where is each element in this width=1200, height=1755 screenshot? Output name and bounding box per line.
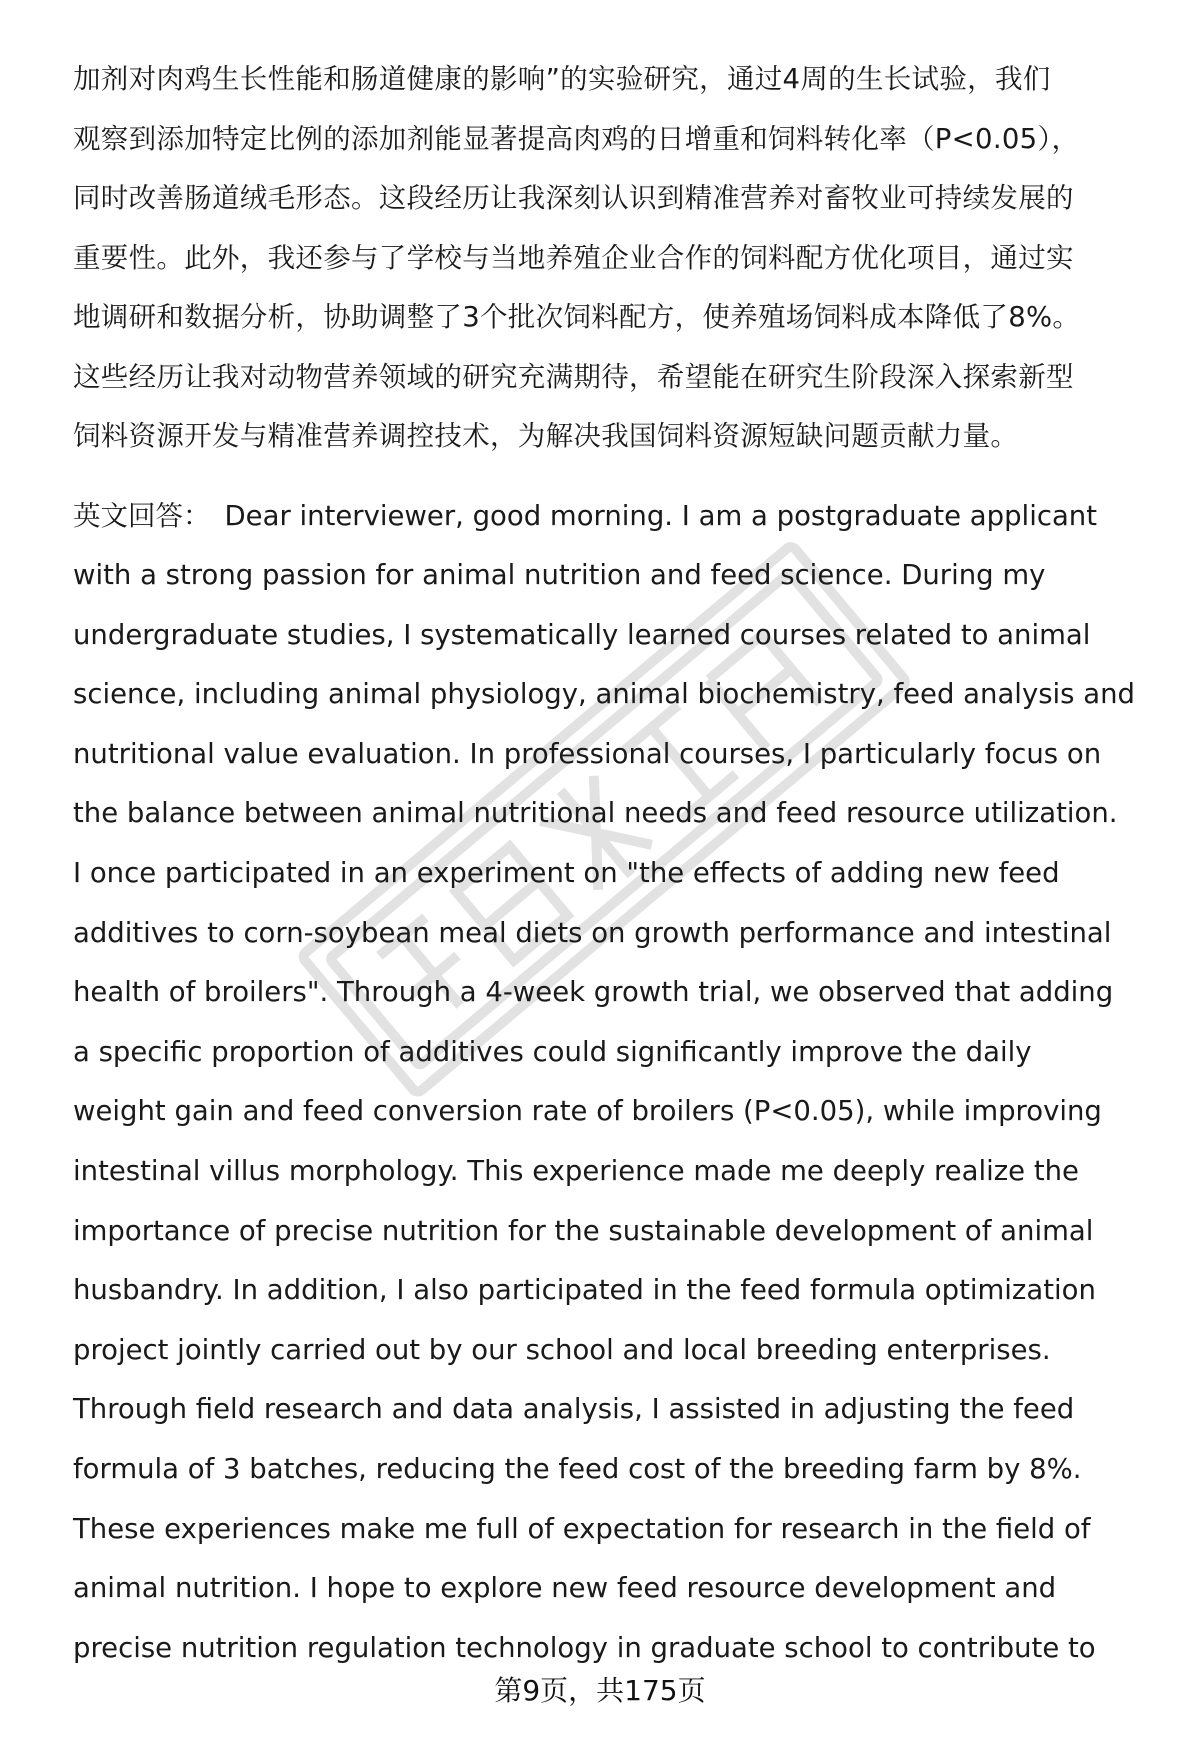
text-line: animal nutrition. I hope to explore new feed resource development and	[73, 1572, 1057, 1605]
text-line: 重要性。此外，我还参与了学校与当地养殖企业合作的饲料配方优化项目，通过实	[73, 241, 1074, 274]
text-line: project jointly carried out by our school and local breeding enterprises.	[73, 1333, 1051, 1366]
text-line: 地调研和数据分析，协助调整了3个批次饲料配方，使养殖场饲料成本降低了8%。	[73, 301, 1081, 333]
text-line: additives to corn-soybean meal diets on growth performance and intestinal	[73, 916, 1112, 949]
document-body	[73, 50, 1153, 1678]
text-line: undergraduate studies, I systematically learned courses related to animal	[73, 618, 1091, 651]
english-answer-paragraph	[73, 487, 1153, 1679]
text-line: with a strong passion for animal nutrition and feed science. During my	[73, 559, 1046, 592]
text-line: 观察到添加特定比例的添加剂能显著提高肉鸡的日增重和饲料转化率（P<0.05），	[73, 122, 1080, 155]
text-line: weight gain and feed conversion rate of broilers (P<0.05), while improving	[73, 1095, 1102, 1128]
text-line: importance of precise nutrition for the sustainable development of animal	[73, 1214, 1094, 1247]
text-line: nutritional value evaluation. In professional courses, I particularly focus on	[73, 737, 1102, 770]
text-line	[73, 487, 1153, 547]
text-line-content: Dear interviewer, good morning. I am a postgraduate applicant	[224, 499, 1098, 532]
text-line: formula of 3 batches, reducing the feed cost of the breeding farm by 8%.	[73, 1453, 1082, 1485]
text-line: the balance between animal nutritional needs and feed resource utilization.	[73, 797, 1118, 830]
text-line: 加剂对肉鸡生长性能和肠道健康的影响”的实验研究，通过4周的生长试验，我们	[73, 63, 1051, 95]
text-line: 同时改善肠道绒毛形态。这段经历让我深刻认识到精准营养对畜牧业可持续发展的	[73, 182, 1074, 214]
text-line: I once participated in an experiment on "the effects of adding new feed	[73, 857, 1060, 890]
english-answer-label: 英文回答：	[73, 499, 211, 532]
text-line: precise nutrition regulation technology in graduate school to contribute to	[73, 1631, 1096, 1664]
text-line: Through field research and data analysis, I assisted in adjusting the feed	[73, 1393, 1075, 1426]
chinese-answer-paragraph	[73, 50, 1153, 467]
text-line: husbandry. In addition, I also participated in the feed formula optimization	[73, 1274, 1096, 1307]
text-line: 这些经历让我对动物营养领域的研究充满期待，希望能在研究生阶段深入探索新型	[73, 360, 1074, 393]
text-line: These experiences make me full of expectation for research in the field of	[73, 1512, 1091, 1545]
text-line: intestinal villus morphology. This experience made me deeply realize the	[73, 1155, 1079, 1188]
page-number-footer: 第9页，共175页	[494, 1674, 706, 1707]
text-line: 饲料资源开发与精准营养调控技术，为解决我国饲料资源短缺问题贡献力量。	[73, 420, 1019, 452]
text-line: health of broilers". Through a 4-week growth trial, we observed that adding	[73, 976, 1114, 1009]
text-line: science, including animal physiology, animal biochemistry, feed analysis and	[73, 678, 1135, 711]
text-line: a specific proportion of additives could significantly improve the daily	[73, 1035, 1032, 1068]
